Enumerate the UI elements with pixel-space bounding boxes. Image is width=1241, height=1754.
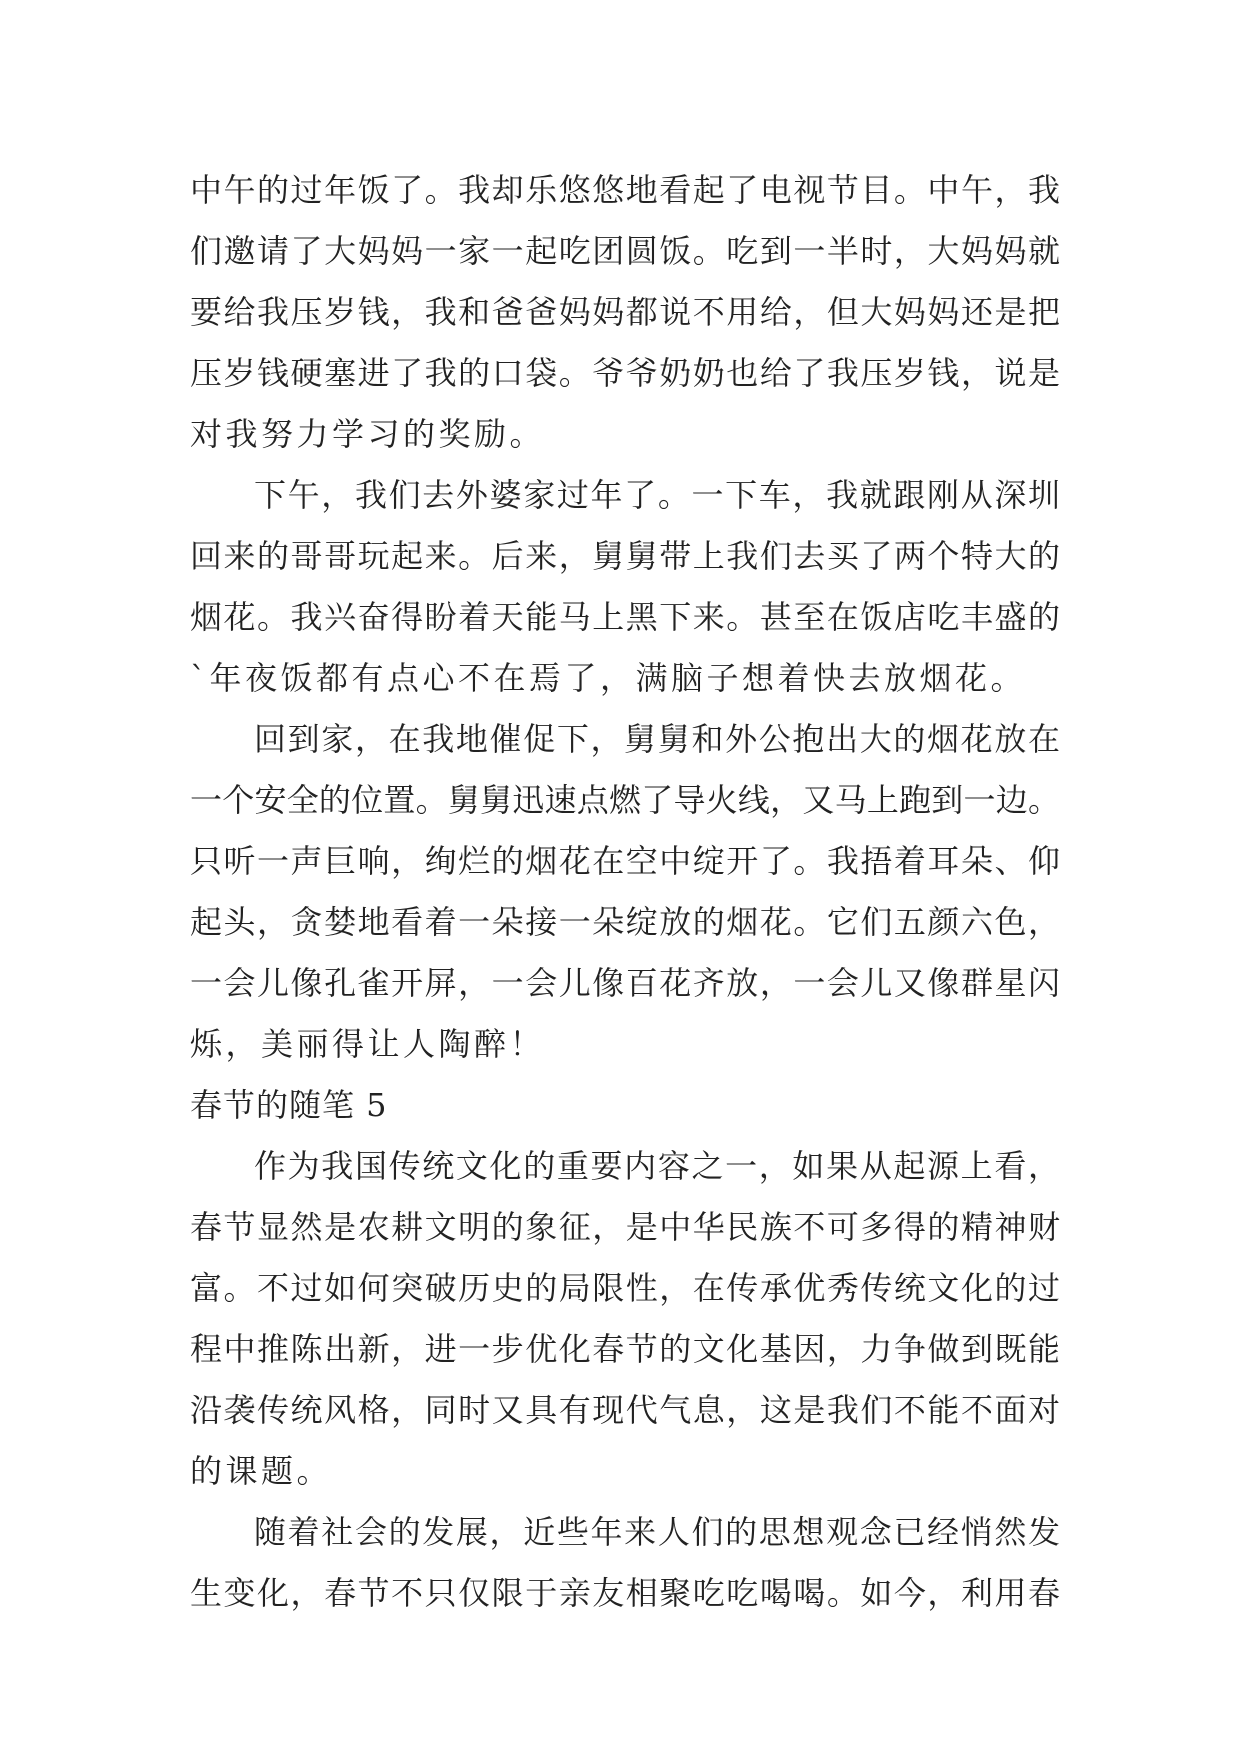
section-title: 春节的随笔 5	[190, 1086, 388, 1124]
text-line: 起头，贪婪地看着一朵接一朵绽放的烟花。它们五颜六色，	[190, 903, 1060, 941]
text-line: 回到家，在我地催促下，舅舅和外公抱出大的烟花放在	[254, 720, 1060, 758]
document-body	[190, 160, 1060, 1624]
text-line: 的课题。	[190, 1452, 333, 1490]
text-line: 烟花。我兴奋得盼着天能马上黑下来。甚至在饭店吃丰盛的	[190, 598, 1060, 636]
text-line: `年夜饭都有点心不在焉了，满脑子想着快去放烟花。	[190, 659, 1027, 697]
text-line: 春节显然是农耕文明的象征，是中华民族不可多得的精神财	[190, 1208, 1060, 1246]
text-line: 中午的过年饭了。我却乐悠悠地看起了电视节目。中午，我	[190, 171, 1060, 209]
text-line: 压岁钱硬塞进了我的口袋。爷爷奶奶也给了我压岁钱，说是	[190, 354, 1060, 392]
text-line: 回来的哥哥玩起来。后来，舅舅带上我们去买了两个特大的	[190, 537, 1060, 575]
text-line: 一会儿像孔雀开屏，一会儿像百花齐放，一会儿又像群星闪	[190, 964, 1060, 1002]
text-line: 生变化，春节不只仅限于亲友相聚吃吃喝喝。如今，利用春	[190, 1574, 1060, 1612]
text-line: 只听一声巨响，绚烂的烟花在空中绽开了。我捂着耳朵、仰	[190, 842, 1060, 880]
text-line: 作为我国传统文化的重要内容之一，如果从起源上看，	[254, 1147, 1060, 1185]
text-line: 下午，我们去外婆家过年了。一下车，我就跟刚从深圳	[254, 476, 1060, 514]
text-line: 们邀请了大妈妈一家一起吃团圆饭。吃到一半时，大妈妈就	[190, 232, 1060, 270]
text-line: 沿袭传统风格，同时又具有现代气息，这是我们不能不面对	[190, 1391, 1060, 1429]
text-line: 对我努力学习的奖励。	[190, 415, 546, 453]
text-line: 随着社会的发展，近些年来人们的思想观念已经悄然发	[254, 1513, 1060, 1551]
text-line: 程中推陈出新，进一步优化春节的文化基因，力争做到既能	[190, 1330, 1060, 1368]
text-line: 要给我压岁钱，我和爸爸妈妈都说不用给，但大妈妈还是把	[190, 293, 1060, 331]
text-line: 烁，美丽得让人陶醉！	[190, 1025, 546, 1063]
text-line: 一个安全的位置。舅舅迅速点燃了导火线，又马上跑到一边。	[190, 781, 1060, 819]
text-line: 富。不过如何突破历史的局限性，在传承优秀传统文化的过	[190, 1269, 1060, 1307]
